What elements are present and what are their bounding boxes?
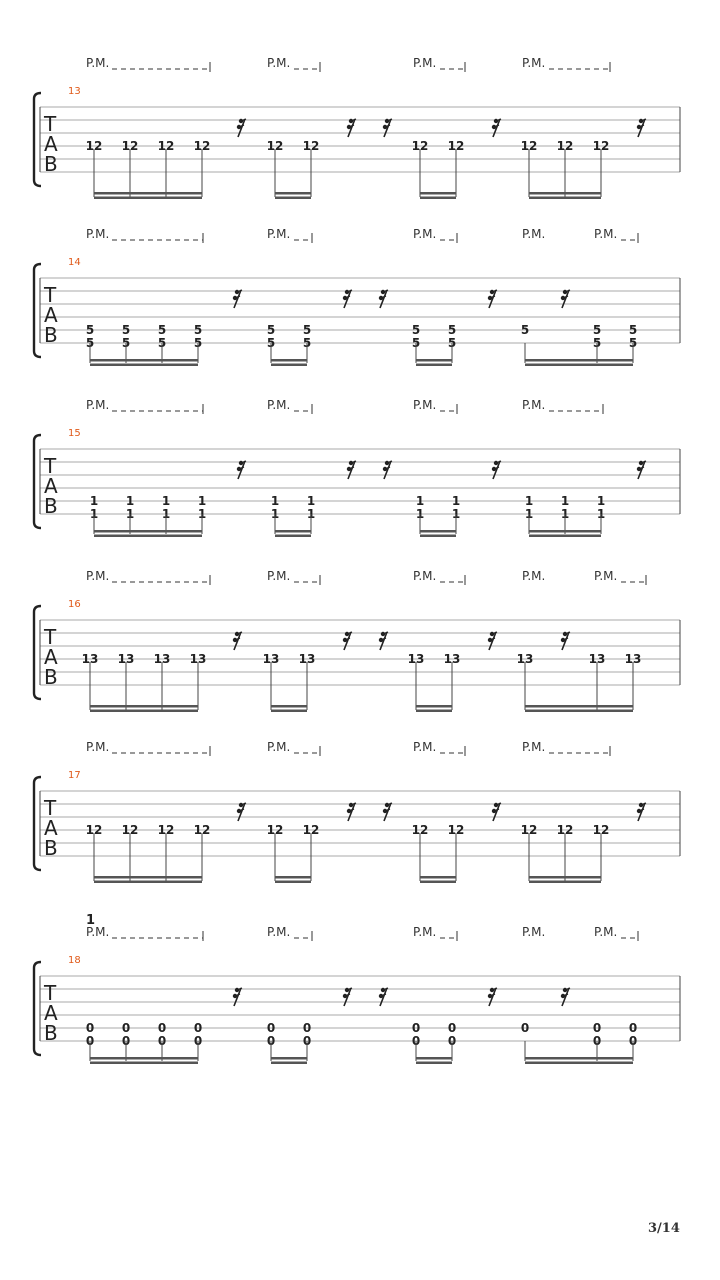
fret-number: 0 xyxy=(411,1021,421,1035)
fret-number: 1 xyxy=(270,494,280,508)
beam-secondary xyxy=(529,535,601,538)
beam-secondary xyxy=(90,364,198,367)
beam-primary xyxy=(416,705,452,708)
fret-number: 0 xyxy=(193,1021,203,1035)
beam-secondary xyxy=(416,710,452,713)
beam-primary xyxy=(275,192,311,195)
fret-number: 12 xyxy=(447,823,465,837)
fret-number: 0 xyxy=(628,1034,638,1048)
palm-mute-label: P.M. xyxy=(86,398,110,412)
fret-number: 1 xyxy=(270,507,280,521)
fret-number: 0 xyxy=(121,1034,131,1048)
fret-number: 12 xyxy=(447,139,465,153)
beam-primary xyxy=(275,530,311,533)
palm-mute-label: P.M. xyxy=(594,925,618,939)
fret-number: 13 xyxy=(588,652,606,666)
tab-clef-b: B xyxy=(44,665,58,689)
beam-primary xyxy=(420,192,456,195)
fret-number: 12 xyxy=(85,139,103,153)
fret-number: 13 xyxy=(624,652,642,666)
fret-number: 0 xyxy=(302,1021,312,1035)
tab-clef-b: B xyxy=(44,1021,58,1045)
fret-number: 1 xyxy=(524,494,534,508)
beam-primary xyxy=(416,359,452,362)
palm-mute-label: P.M. xyxy=(86,569,110,583)
fret-number: 12 xyxy=(520,823,538,837)
tab-clef-t: T xyxy=(44,796,57,820)
palm-mute-label: P.M. xyxy=(522,56,546,70)
palm-mute-label: P.M. xyxy=(267,569,291,583)
palm-mute-label: P.M. xyxy=(522,925,546,939)
fret-number: 13 xyxy=(117,652,135,666)
palm-mute-label: P.M. xyxy=(267,227,291,241)
fret-number: 0 xyxy=(592,1034,602,1048)
palm-mute-label: P.M. xyxy=(86,227,110,241)
fret-number: 13 xyxy=(262,652,280,666)
fret-number: 12 xyxy=(411,139,429,153)
tab-clef-t: T xyxy=(44,981,57,1005)
fret-number: 13 xyxy=(189,652,207,666)
palm-mute-label: P.M. xyxy=(413,56,437,70)
tab-clef-b: B xyxy=(44,494,58,518)
beam-secondary xyxy=(271,1062,307,1065)
palm-mute-label: P.M. xyxy=(413,227,437,241)
fret-number: 12 xyxy=(193,139,211,153)
fret-number: 12 xyxy=(592,823,610,837)
fret-number: 0 xyxy=(266,1034,276,1048)
tab-clef-b: B xyxy=(44,323,58,347)
fret-number: 0 xyxy=(447,1034,457,1048)
beam-secondary xyxy=(275,881,311,884)
measure-number: 18 xyxy=(68,955,81,966)
measure-number: 14 xyxy=(68,257,81,268)
tab-clef-t: T xyxy=(44,283,57,307)
palm-mute-label: P.M. xyxy=(522,569,546,583)
fret-number: 13 xyxy=(298,652,316,666)
fret-number: 5 xyxy=(157,336,167,350)
fret-number: 1 xyxy=(306,494,316,508)
fret-number: 1 xyxy=(125,494,135,508)
beam-secondary xyxy=(529,881,601,884)
fret-number: 12 xyxy=(266,139,284,153)
palm-mute-label: P.M. xyxy=(594,227,618,241)
fret-number: 5 xyxy=(302,323,312,337)
fret-number: 0 xyxy=(121,1021,131,1035)
tab-clef-a: A xyxy=(44,474,58,498)
fret-number: 5 xyxy=(592,336,602,350)
beam-secondary xyxy=(420,881,456,884)
fret-number: 5 xyxy=(411,323,421,337)
tab-clef-a: A xyxy=(44,303,58,327)
beam-secondary xyxy=(90,710,198,713)
fret-number: 5 xyxy=(266,336,276,350)
measure-number: 15 xyxy=(68,428,81,439)
palm-mute-label: P.M. xyxy=(522,227,546,241)
fret-number: 1 xyxy=(89,494,99,508)
fret-number: 12 xyxy=(556,139,574,153)
tab-clef-t: T xyxy=(44,625,57,649)
fret-number: 12 xyxy=(556,823,574,837)
beam-secondary xyxy=(529,197,601,200)
volta-ending-number: 1 xyxy=(86,913,96,928)
palm-mute-label: P.M. xyxy=(267,56,291,70)
fret-number: 12 xyxy=(592,139,610,153)
palm-mute-label: P.M. xyxy=(413,740,437,754)
beam-primary xyxy=(525,1057,633,1060)
fret-number: 5 xyxy=(520,323,530,337)
fret-number: 13 xyxy=(443,652,461,666)
beam-secondary xyxy=(94,535,202,538)
fret-number: 12 xyxy=(121,823,139,837)
fret-number: 5 xyxy=(121,323,131,337)
fret-number: 1 xyxy=(161,507,171,521)
fret-number: 5 xyxy=(266,323,276,337)
palm-mute-label: P.M. xyxy=(86,56,110,70)
tab-clef-a: A xyxy=(44,816,58,840)
beam-primary xyxy=(529,530,601,533)
fret-number: 13 xyxy=(153,652,171,666)
fret-number: 1 xyxy=(161,494,171,508)
fret-number: 0 xyxy=(520,1021,530,1035)
beam-primary xyxy=(90,705,198,708)
beam-secondary xyxy=(271,710,307,713)
fret-number: 1 xyxy=(197,507,207,521)
beam-primary xyxy=(525,359,633,362)
fret-number: 1 xyxy=(415,494,425,508)
beam-primary xyxy=(94,876,202,879)
fret-number: 12 xyxy=(193,823,211,837)
palm-mute-label: P.M. xyxy=(522,398,546,412)
fret-number: 0 xyxy=(266,1021,276,1035)
fret-number: 12 xyxy=(157,139,175,153)
fret-number: 13 xyxy=(407,652,425,666)
fret-number: 5 xyxy=(411,336,421,350)
tab-clef-a: A xyxy=(44,645,58,669)
fret-number: 1 xyxy=(560,507,570,521)
beam-secondary xyxy=(420,197,456,200)
beam-secondary xyxy=(416,1062,452,1065)
beam-primary xyxy=(94,192,202,195)
palm-mute-label: P.M. xyxy=(267,925,291,939)
beam-primary xyxy=(529,876,601,879)
beam-secondary xyxy=(525,364,633,367)
measure-number: 17 xyxy=(68,770,81,781)
beam-primary xyxy=(90,1057,198,1060)
fret-number: 1 xyxy=(125,507,135,521)
fret-number: 1 xyxy=(306,507,316,521)
fret-number: 1 xyxy=(197,494,207,508)
measure-number: 16 xyxy=(68,599,81,610)
fret-number: 5 xyxy=(157,323,167,337)
fret-number: 12 xyxy=(302,139,320,153)
beam-secondary xyxy=(94,197,202,200)
fret-number: 1 xyxy=(560,494,570,508)
fret-number: 0 xyxy=(628,1021,638,1035)
fret-number: 12 xyxy=(85,823,103,837)
fret-number: 0 xyxy=(302,1034,312,1048)
fret-number: 1 xyxy=(89,507,99,521)
fret-number: 12 xyxy=(520,139,538,153)
beam-primary xyxy=(271,1057,307,1060)
palm-mute-label: P.M. xyxy=(413,569,437,583)
fret-number: 5 xyxy=(121,336,131,350)
tab-clef-t: T xyxy=(44,454,57,478)
beam-primary xyxy=(275,876,311,879)
tab-clef-t: T xyxy=(44,112,57,136)
palm-mute-label: P.M. xyxy=(594,569,618,583)
fret-number: 5 xyxy=(193,323,203,337)
fret-number: 12 xyxy=(411,823,429,837)
beam-secondary xyxy=(525,710,633,713)
fret-number: 13 xyxy=(516,652,534,666)
fret-number: 5 xyxy=(628,323,638,337)
beam-primary xyxy=(271,705,307,708)
fret-number: 5 xyxy=(193,336,203,350)
fret-number: 1 xyxy=(451,494,461,508)
beam-secondary xyxy=(94,881,202,884)
fret-number: 12 xyxy=(266,823,284,837)
fret-number: 1 xyxy=(524,507,534,521)
beam-primary xyxy=(420,876,456,879)
fret-number: 0 xyxy=(157,1021,167,1035)
beam-primary xyxy=(271,359,307,362)
tab-clef-b: B xyxy=(44,836,58,860)
beam-primary xyxy=(94,530,202,533)
beam-secondary xyxy=(90,1062,198,1065)
fret-number: 5 xyxy=(447,323,457,337)
beam-secondary xyxy=(416,364,452,367)
fret-number: 1 xyxy=(596,507,606,521)
beam-primary xyxy=(529,192,601,195)
palm-mute-label: P.M. xyxy=(267,740,291,754)
beam-primary xyxy=(416,1057,452,1060)
fret-number: 0 xyxy=(85,1034,95,1048)
fret-number: 12 xyxy=(121,139,139,153)
beam-secondary xyxy=(420,535,456,538)
tab-clef-a: A xyxy=(44,1001,58,1025)
beam-secondary xyxy=(525,1062,633,1065)
beam-primary xyxy=(525,705,633,708)
beam-primary xyxy=(420,530,456,533)
fret-number: 12 xyxy=(302,823,320,837)
fret-number: 0 xyxy=(193,1034,203,1048)
palm-mute-label: P.M. xyxy=(86,925,110,939)
palm-mute-label: P.M. xyxy=(413,925,437,939)
fret-number: 1 xyxy=(596,494,606,508)
fret-number: 5 xyxy=(85,323,95,337)
beam-primary xyxy=(90,359,198,362)
palm-mute-label: P.M. xyxy=(522,740,546,754)
fret-number: 5 xyxy=(592,323,602,337)
fret-number: 0 xyxy=(157,1034,167,1048)
fret-number: 0 xyxy=(85,1021,95,1035)
fret-number: 1 xyxy=(451,507,461,521)
page-number: 3/14 xyxy=(648,1221,680,1236)
fret-number: 0 xyxy=(592,1021,602,1035)
palm-mute-label: P.M. xyxy=(267,398,291,412)
palm-mute-label: P.M. xyxy=(413,398,437,412)
tab-clef-b: B xyxy=(44,152,58,176)
fret-number: 0 xyxy=(447,1021,457,1035)
fret-number: 5 xyxy=(447,336,457,350)
tab-clef-a: A xyxy=(44,132,58,156)
fret-number: 12 xyxy=(157,823,175,837)
fret-number: 1 xyxy=(415,507,425,521)
beam-secondary xyxy=(275,197,311,200)
palm-mute-label: P.M. xyxy=(86,740,110,754)
fret-number: 0 xyxy=(411,1034,421,1048)
fret-number: 5 xyxy=(628,336,638,350)
fret-number: 5 xyxy=(302,336,312,350)
beam-secondary xyxy=(275,535,311,538)
fret-number: 5 xyxy=(85,336,95,350)
measure-number: 13 xyxy=(68,86,81,97)
beam-secondary xyxy=(271,364,307,367)
fret-number: 13 xyxy=(81,652,99,666)
